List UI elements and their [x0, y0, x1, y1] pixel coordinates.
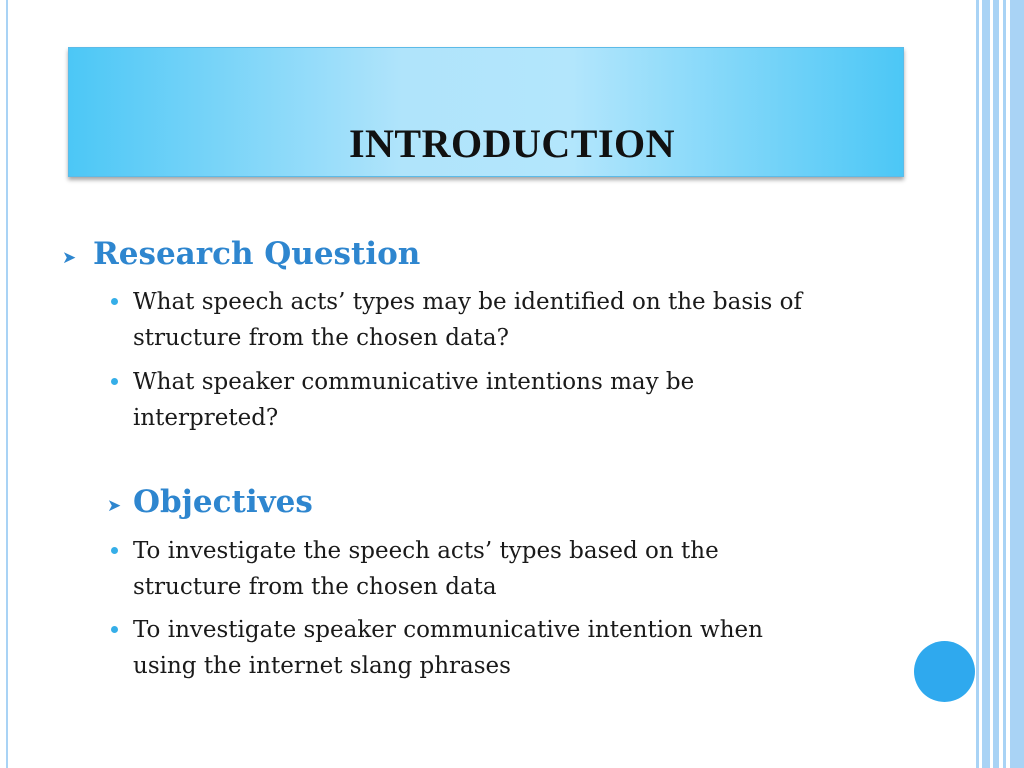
section-heading-research-question: Research Question	[93, 236, 421, 272]
arrowhead-icon: ➤	[62, 248, 77, 268]
list-item: What speech acts’ types may be identified on the basis of structure from the chosen data?	[133, 289, 802, 351]
right-stripe	[982, 0, 990, 768]
left-border-line	[6, 0, 8, 768]
right-stripe	[1010, 0, 1024, 768]
dot-icon	[111, 547, 118, 554]
list-item: To investigate the speech acts’ types based on the structure from the chosen data	[133, 538, 719, 600]
decorative-circle	[914, 641, 975, 702]
right-stripe	[993, 0, 999, 768]
section-heading-objectives: Objectives	[133, 484, 313, 520]
right-stripe	[1003, 0, 1006, 768]
dot-icon	[111, 378, 118, 385]
slide-title: INTRODUCTION	[348, 121, 676, 166]
list-item: To investigate speaker communicative intention when using the internet slang phrases	[133, 617, 763, 679]
right-stripe	[976, 0, 979, 768]
arrowhead-icon: ➤	[107, 496, 122, 516]
list-item: What speaker communicative intentions may be interpreted?	[133, 369, 695, 431]
dot-icon	[111, 626, 118, 633]
dot-icon	[111, 298, 118, 305]
